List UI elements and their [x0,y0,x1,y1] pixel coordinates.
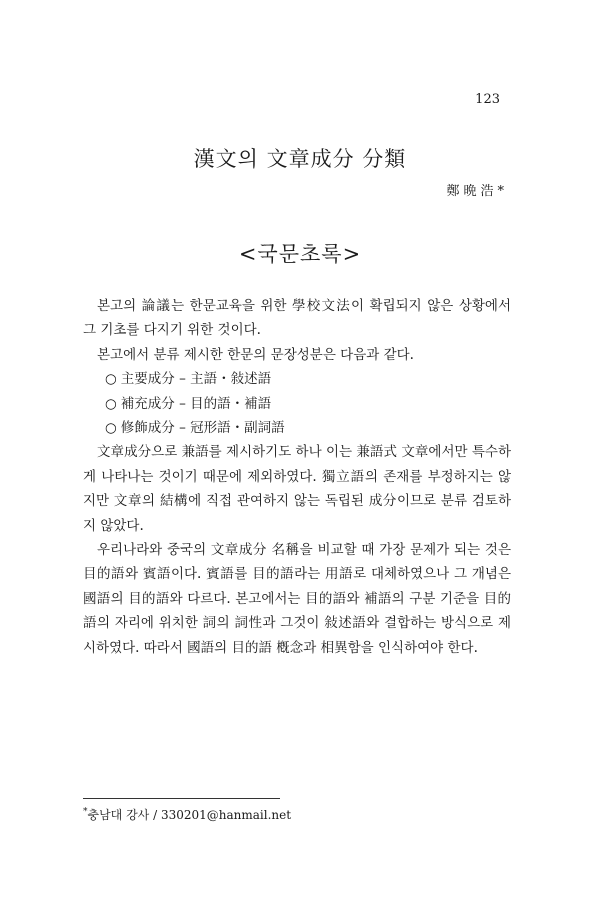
footnote [83,806,291,823]
list-item-text: 主要成分 – 主語・敍述語 [120,371,272,388]
footnote-mark: * [83,807,88,817]
component-list [83,367,511,440]
author-line [446,180,508,199]
abstract-heading: <국문초록> [238,242,362,266]
page-number: 123 [475,92,500,107]
author-name: 鄭晩浩 [446,184,498,199]
footnote-divider [83,798,280,799]
list-item [83,416,511,440]
list-bullet: ○ [105,420,117,437]
abstract-paragraph-3: 文章成分으로 兼語를 제시하기도 하나 이는 兼語式 文章에서만 특수하게 나타나는 것이기 때문에 제외하였다. 獨立語의 존재를 부정하지는 않지만 文章의 結構에 직접 관여하지 않는 독립된 成分이므로 분류 검토하지 않았다. [83,444,511,534]
list-item [83,392,511,416]
list-item [83,367,511,391]
abstract-paragraph-1: 본고의 論議는 한문교육을 위한 學校文法이 확립되지 않은 상황에서 그 기초를 다지기 위한 것이다. [83,298,511,339]
paper-title: 漢文의 文章成分 分類 [193,147,407,171]
list-item-text: 修飾成分 – 冠形語・副詞語 [120,420,285,437]
footnote-text: 충남대 강사 / 330201@hanmail.net [87,808,292,822]
abstract-paragraph-2: 본고에서 분류 제시한 한문의 문장성분은 다음과 같다. [97,346,414,363]
abstract-paragraph-4: 우리나라와 중국의 文章成分 名稱을 비교할 때 가장 문제가 되는 것은 目的語와 賓語이다. 賓語를 目的語라는 用語로 대체하였으나 그 개념은 國語의 目的語와 다르다. 본고에서는 目的語와 補語의 구분 기준을 目的語의 자리에 위치한 詞의 詞性과 그것이 敍述語와 결합하는 방식으로 제시하였다. 따라서 國語의 目的語 槪念과 相異함을 인식하여야 한다. [83,542,511,656]
list-item-text: 補充成分 – 目的語・補語 [120,395,272,412]
list-bullet: ○ [105,371,117,388]
abstract-body [83,294,511,660]
author-footnote-mark: * [497,184,508,199]
list-bullet: ○ [105,395,117,412]
